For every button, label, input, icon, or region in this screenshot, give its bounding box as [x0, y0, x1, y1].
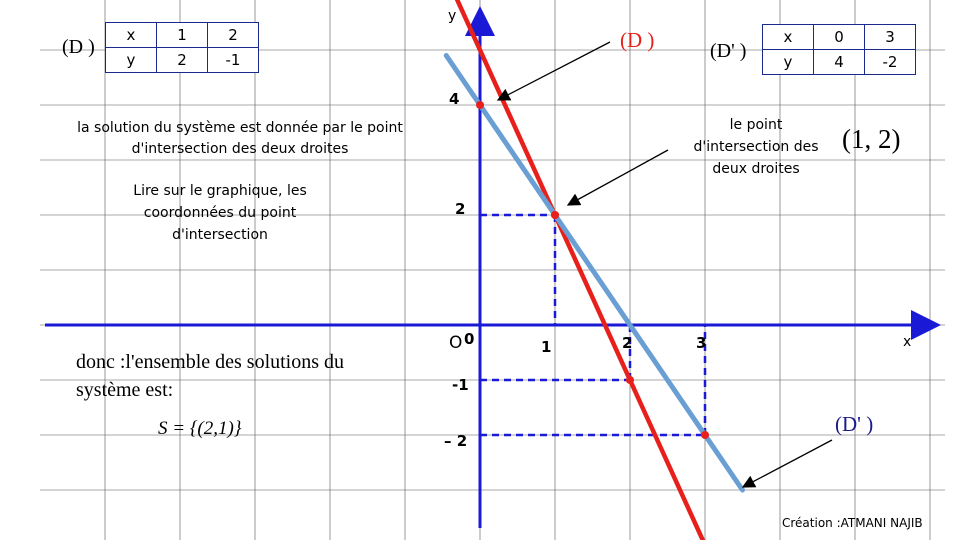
table-cell: 2	[208, 23, 259, 48]
table-dprime-name: (D' )	[710, 40, 747, 62]
table-cell: 2	[157, 48, 208, 73]
line-dprime-label: (D' )	[835, 412, 874, 436]
x-tick-1: 1	[541, 338, 552, 356]
origin-label: O	[449, 333, 463, 353]
y-tick-4: 4	[449, 90, 460, 108]
table-row	[106, 23, 259, 48]
y-tick-minus-1: -1	[452, 376, 469, 394]
table-cell: 1	[157, 23, 208, 48]
table-cell: 4	[814, 50, 865, 75]
intersection-point-text: (1, 2)	[842, 124, 901, 154]
solution-set-text: S = {(2,1)}	[158, 418, 242, 439]
data-point	[701, 431, 709, 439]
x-tick-2: 2	[622, 334, 633, 352]
table-cell: x	[106, 23, 157, 48]
table-row	[106, 48, 259, 73]
table-cell: y	[106, 48, 157, 73]
table-cell: -1	[208, 48, 259, 73]
conclusion-text: donc :l'ensemble des solutions du système est:	[76, 351, 345, 401]
x-tick-3: 3	[696, 334, 707, 352]
line-d-label: (D )	[620, 28, 655, 52]
table-cell: y	[763, 50, 814, 75]
table-cell: 3	[865, 25, 916, 50]
table-row	[763, 50, 916, 75]
table-cell: 0	[814, 25, 865, 50]
intersection-point	[551, 211, 559, 219]
arrow-to-intersection	[568, 150, 668, 205]
data-point	[476, 101, 484, 109]
table-cell: x	[763, 25, 814, 50]
table-dprime	[762, 24, 916, 75]
table-d-name: (D )	[62, 36, 95, 58]
y-tick-minus-2: – 2	[444, 432, 468, 450]
table-cell: -2	[865, 50, 916, 75]
read-graph-text: Lire sur le graphique, les coordonnées du point d'intersection	[133, 183, 307, 243]
credit-text: Création :ATMANI NAJIB	[782, 516, 923, 530]
y-axis-name: y	[448, 8, 457, 24]
arrow-to-d	[498, 42, 610, 100]
table-d	[105, 22, 259, 73]
table-row	[763, 25, 916, 50]
zero-label: 0	[464, 330, 475, 348]
solution-intro-text: la solution du système est donnée par le point d'intersection des deux droites	[77, 120, 403, 157]
intersection-note-text: le point d'intersection des deux droites	[693, 117, 819, 177]
arrow-to-dprime	[743, 440, 832, 487]
y-tick-2: 2	[455, 200, 466, 218]
data-point	[626, 376, 634, 384]
x-axis-name: x	[903, 334, 912, 350]
